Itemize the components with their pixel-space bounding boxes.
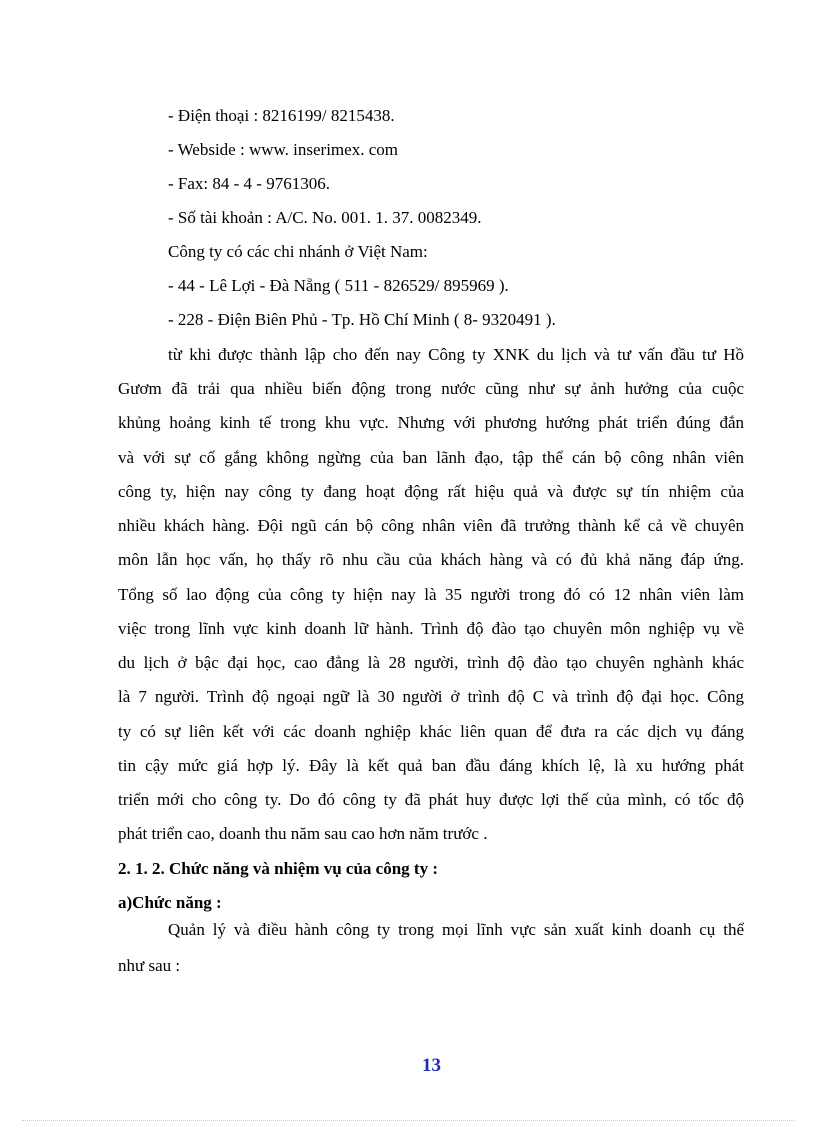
paragraph-last-line: phát triển cao, doanh thu năm sau cao hơn năm trước . <box>118 824 488 843</box>
sub-heading: a)Chức năng : <box>118 893 222 912</box>
function-last-line: như sau : <box>118 956 181 975</box>
branch-da-nang: - 44 - Lê Lợi - Đà Nẵng ( 511 - 826529/ 895969 ). <box>168 276 509 295</box>
paragraph-line: từ khi được thành lập cho đến nay Công ty XNK du lịch và tư vấn đầu tư Hồ <box>168 345 744 364</box>
section-heading: 2. 1. 2. Chức năng và nhiệm vụ của công ty : <box>118 859 439 878</box>
paragraph-line: ty có sự liên kết với các doanh nghiệp khác liên quan để đưa ra các dịch vụ đáng <box>118 722 744 741</box>
contact-website: - Webside : www. inserimex. com <box>168 140 398 159</box>
paragraph-line: khủng hoảng kinh tế trong khu vực. Nhưng với phương hướng phát triển đúng đắn <box>118 413 744 432</box>
paragraph-line: nhiều khách hàng. Đội ngũ cán bộ công nhân viên đã trưởng thành kể cả về chuyên <box>118 516 744 535</box>
paragraph-line: Tổng số lao động của công ty hiện nay là 35 người trong đó có 12 nhân viên làm <box>118 585 744 604</box>
page-number: 13 <box>422 1055 441 1076</box>
paragraph-line: Gươm đã trải qua nhiều biến động trong nước cũng như sự ảnh hưởng của cuộc <box>118 379 744 398</box>
paragraph-line: tin cậy mức giá hợp lý. Đây là kết quả ban đầu đáng khích lệ, là xu hướng phát <box>118 756 744 775</box>
paragraph-line: môn lẫn học vấn, họ thấy rõ nhu cầu của khách hàng và có đủ khả năng đáp ứng. <box>118 550 744 569</box>
contact-fax: - Fax: 84 - 4 - 9761306. <box>168 174 330 193</box>
page-divider <box>22 1120 794 1121</box>
paragraph-line: du lịch ở bậc đại học, cao đẳng là 28 người, trình độ đào tạo chuyên nghành khác <box>118 653 744 672</box>
paragraph-line: triển mới cho công ty. Do đó công ty đã phát huy được lợi thế của mình, có tốc độ <box>118 790 744 809</box>
branches-intro: Công ty có các chi nhánh ở Việt Nam: <box>168 242 428 261</box>
paragraph-line: là 7 người. Trình độ ngoại ngữ là 30 người ở trình độ C và trình độ đại học. Công <box>118 687 744 706</box>
contact-account: - Số tài khoản : A/C. No. 001. 1. 37. 0082349. <box>168 208 482 227</box>
contact-phone: - Điện thoại : 8216199/ 8215438. <box>168 106 395 125</box>
paragraph-line: và với sự cố gắng không ngừng của ban lãnh đạo, tập thể cán bộ công nhân viên <box>118 448 744 467</box>
function-line: Quản lý và điều hành công ty trong mọi lĩnh vực sản xuất kinh doanh cụ thể <box>168 920 744 939</box>
paragraph-line: công ty, hiện nay công ty đang hoạt động rất hiệu quả và được sự tín nhiệm của <box>118 482 744 501</box>
branch-ho-chi-minh: - 228 - Điện Biên Phủ - Tp. Hồ Chí Minh ( 8- 9320491 ). <box>168 310 556 329</box>
paragraph-line: việc trong lĩnh vực kinh doanh lữ hành. Trình độ đào tạo chuyên môn nghiệp vụ về <box>118 619 744 638</box>
